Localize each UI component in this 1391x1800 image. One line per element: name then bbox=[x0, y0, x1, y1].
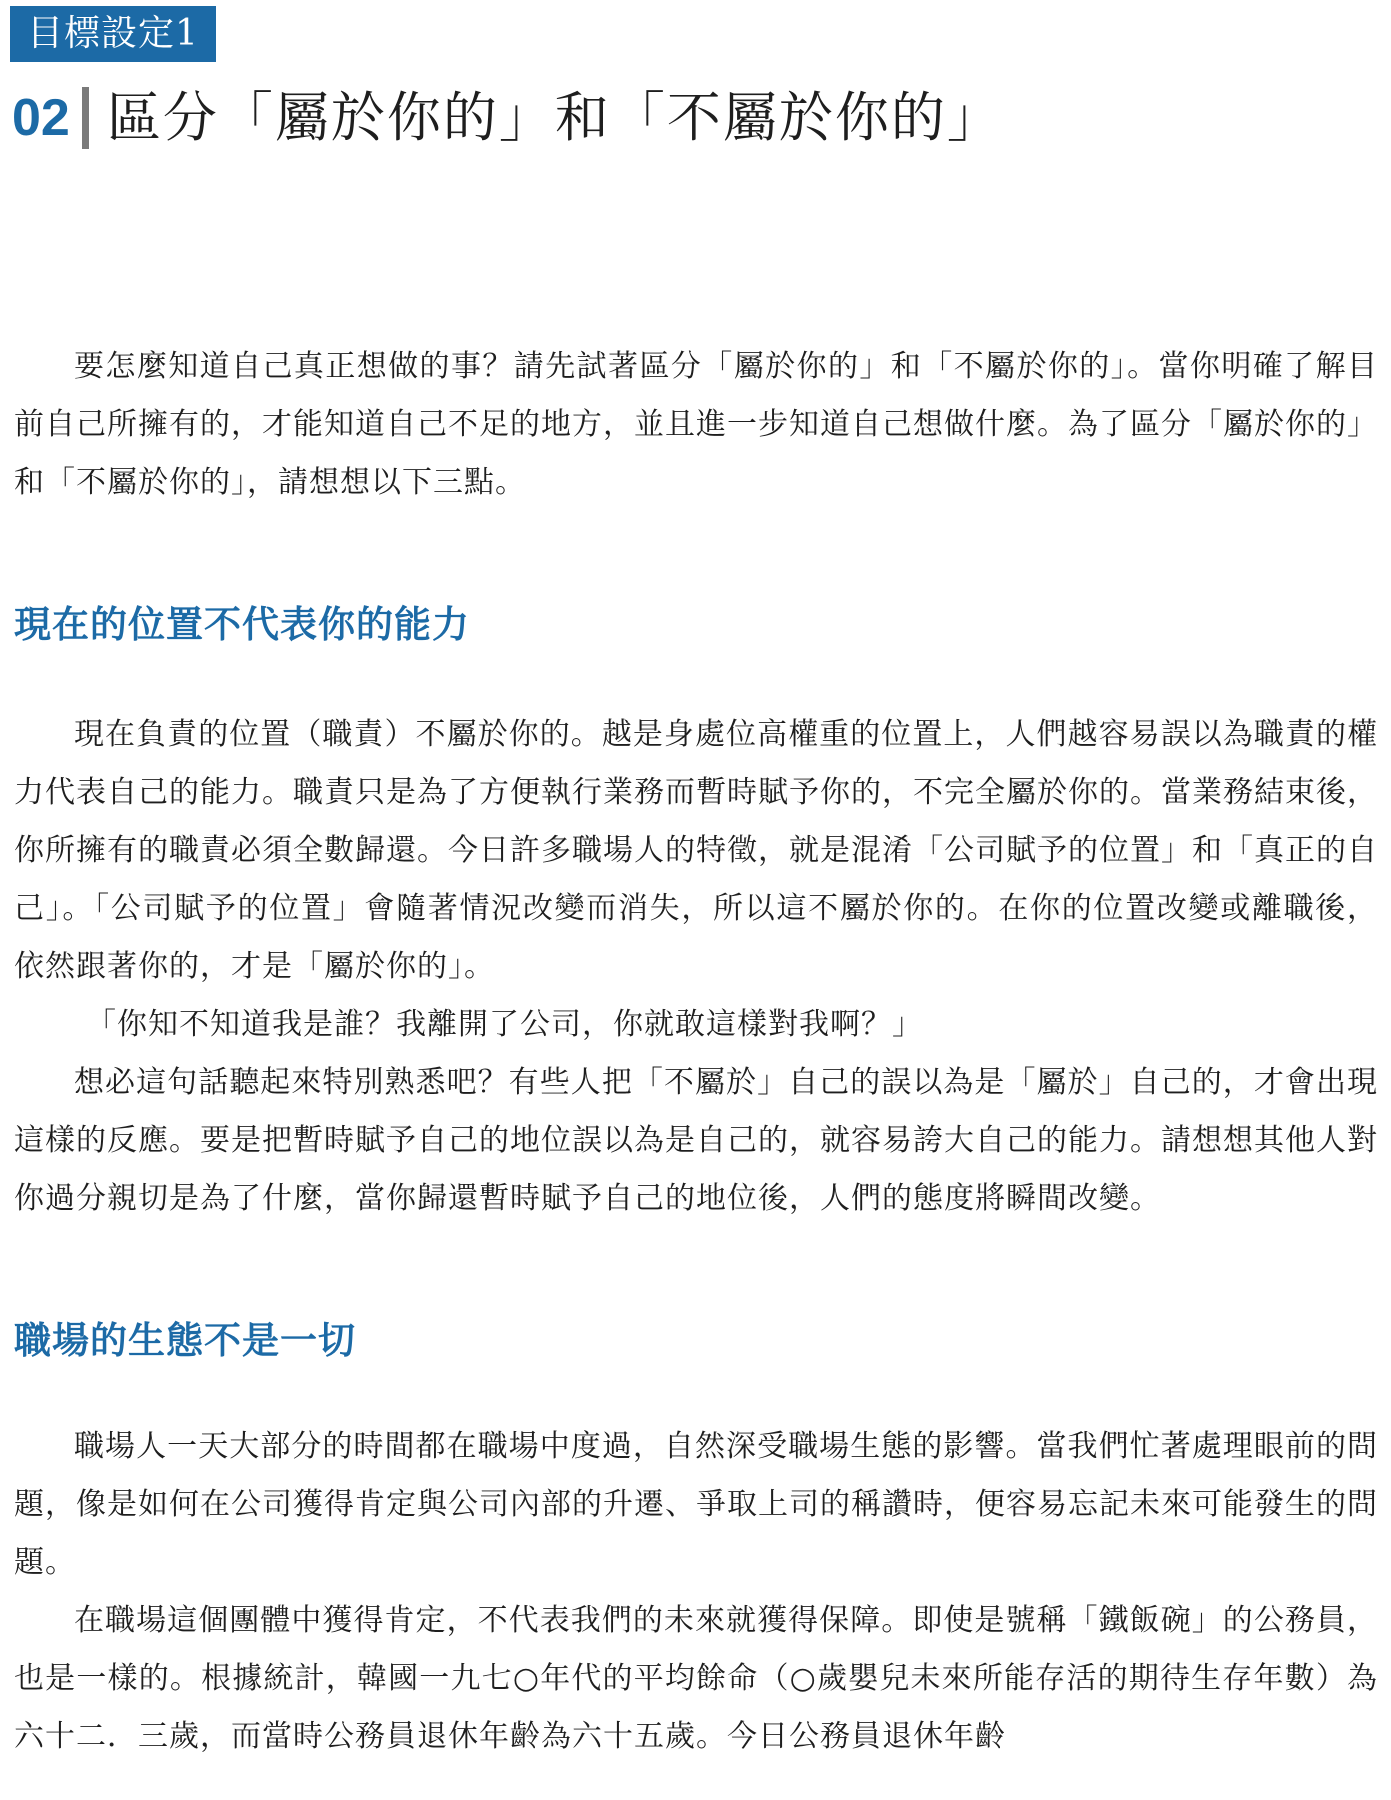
section2-paragraph-1: 職場人一天大部分的時間都在職場中度過，自然深受職場生態的影響。當我們忙著處理眼前的問題，像是如何在公司獲得肯定與公司內部的升遷、爭取上司的稱讚時，便容易忘記未來可能發生的問題。 bbox=[14, 1429, 1378, 1580]
intro-paragraph: 要怎麼知道自己真正想做的事？請先試著區分「屬於你的」和「不屬於你的」。當你明確了解目前自己所擁有的，才能知道自己不足的地方，並且進一步知道自己想做什麼。為了區分「屬於你的」和「不屬於你的」，請想想以下三點。 bbox=[14, 349, 1378, 500]
chapter-number: 02 bbox=[12, 89, 70, 147]
section2-paragraph-2: 在職場這個團體中獲得肯定，不代表我們的未來就獲得保障。即使是號稱「鐵飯碗」的公務員，也是一樣的。根據統計，韓國一九七○年代的平均餘命（○歲嬰兒未來所能存活的期待生存年數）為六十二．三歲，而當時公務員退休年齡為六十五歲。今日公務員退休年齡 bbox=[14, 1603, 1378, 1754]
section1-paragraph-1: 現在負責的位置（職責）不屬於你的。越是身處位高權重的位置上，人們越容易誤以為職責的權力代表自己的能力。職責只是為了方便執行業務而暫時賦予你的，不完全屬於你的。當業務結束後，你所擁有的職責必須全數歸還。今日許多職場人的特徵，就是混淆「公司賦予的位置」和「真正的自己」。「公司賦予的位置」會隨著情況改變而消失，所以這不屬於你的。在你的位置改變或離職後，依然跟著你的，才是「屬於你的」。 bbox=[14, 717, 1378, 984]
section-heading-workplace: 職場的生態不是一切 bbox=[14, 1318, 356, 1362]
chapter-divider bbox=[82, 87, 89, 149]
section1-quote: 「你知不知道我是誰？我離開了公司，你就敢這樣對我啊？」 bbox=[86, 1007, 923, 1042]
chapter-header bbox=[12, 86, 1003, 150]
chapter-title: 區分「屬於你的」和「不屬於你的」 bbox=[106, 86, 1003, 149]
article-body bbox=[14, 338, 1378, 1766]
section-tag: 目標設定1 bbox=[10, 6, 216, 62]
section-heading-position: 現在的位置不代表你的能力 bbox=[14, 602, 470, 646]
section1-paragraph-2: 想必這句話聽起來特別熟悉吧？有些人把「不屬於」自己的誤以為是「屬於」自己的，才會出現這樣的反應。要是把暫時賦予自己的地位誤以為是自己的，就容易誇大自己的能力。請想想其他人對你過分親切是為了什麼，當你歸還暫時賦予自己的地位後，人們的態度將瞬間改變。 bbox=[14, 1065, 1378, 1216]
